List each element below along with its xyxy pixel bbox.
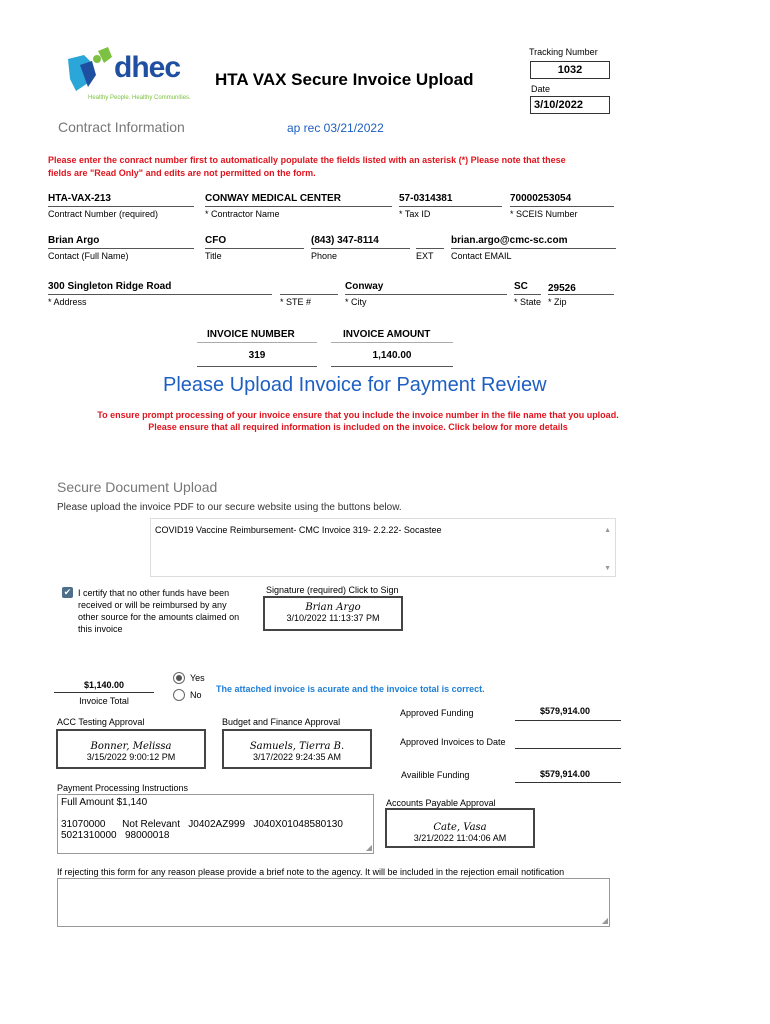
yes-label: Yes bbox=[190, 673, 205, 683]
accurate-statement: The attached invoice is acurate and the invoice total is correct. bbox=[216, 684, 485, 694]
available-funding-label: Availible Funding bbox=[401, 770, 470, 780]
ap-approval-label: Accounts Payable Approval bbox=[386, 798, 496, 808]
logo-wordmark: dhec bbox=[114, 51, 181, 84]
tracking-number-label: Tracking Number bbox=[529, 47, 598, 57]
signature-label: Signature (required) Click to Sign bbox=[266, 585, 399, 595]
certify-line-2: received or will be reimbursed by any bbox=[78, 600, 227, 610]
zip-label: * Zip bbox=[548, 297, 567, 307]
yes-radio[interactable] bbox=[173, 672, 185, 684]
contract-section-title: Contract Information bbox=[58, 119, 185, 135]
budget-approval-signature[interactable] bbox=[222, 729, 372, 769]
uploaded-file-box[interactable] bbox=[150, 518, 616, 577]
upload-heading: Please Upload Invoice for Payment Review bbox=[163, 374, 547, 396]
dhec-logo bbox=[62, 45, 198, 107]
date-label: Date bbox=[531, 84, 551, 94]
invoice-amount-input[interactable]: 1,140.00 bbox=[372, 350, 412, 361]
available-funding-value: $579,914.00 bbox=[540, 769, 591, 779]
payment-line-2: 31070000 Not Relevant J0402AZ999 J040X01048580130 bbox=[61, 819, 343, 830]
city-label: * City bbox=[345, 297, 367, 307]
sceis-number-label: * SCEIS Number bbox=[510, 209, 578, 219]
contract-number-label: Contract Number (required) bbox=[48, 209, 159, 219]
certify-line-4: this invoice bbox=[78, 624, 123, 634]
certify-checkbox[interactable] bbox=[62, 587, 73, 598]
budget-approval-date: 3/17/2022 9:24:35 AM bbox=[252, 752, 342, 762]
contract-instruction-2: fields are "Read Only" and edits are not permitted on the form. bbox=[48, 168, 316, 178]
contract-number-input[interactable]: HTA-VAX-213 bbox=[48, 193, 111, 204]
payment-line-3: 5021310000 98000018 bbox=[61, 830, 170, 841]
acc-approval-date: 3/15/2022 9:00:12 PM bbox=[86, 752, 176, 762]
rejection-note-textarea[interactable] bbox=[57, 878, 610, 927]
contractor-name-label: * Contractor Name bbox=[205, 209, 280, 219]
phone-input[interactable]: (843) 347-8114 bbox=[311, 235, 379, 246]
rejection-label: If rejecting this form for any reason please provide a brief note to the agency. It will be included in the rejection email notification bbox=[57, 867, 565, 877]
resize-handle-icon[interactable]: ◢ bbox=[601, 916, 608, 925]
ap-approval-signature[interactable] bbox=[385, 808, 535, 848]
approved-invoices-label: Approved Invoices to Date bbox=[400, 737, 506, 747]
city-value: Conway bbox=[345, 281, 384, 292]
invoice-total-label: Invoice Total bbox=[79, 696, 129, 706]
checkmark-icon: ✔ bbox=[63, 587, 72, 597]
uploaded-file-name: COVID19 Vaccine Reimbursement- CMC Invoice 319- 2.2.22- Socastee bbox=[155, 525, 442, 535]
contractor-name-value: CONWAY MEDICAL CENTER bbox=[205, 193, 341, 204]
tax-id-value: 57-0314381 bbox=[399, 193, 453, 204]
contractor-signature-box[interactable] bbox=[263, 596, 403, 631]
approved-funding-value: $579,914.00 bbox=[540, 706, 591, 716]
page-title: HTA VAX Secure Invoice Upload bbox=[215, 70, 474, 89]
tracking-number-value: 1032 bbox=[557, 64, 583, 76]
upload-instruction-1: To ensure prompt processing of your invoice ensure that you include the invoice number in the file name that you upload. bbox=[97, 410, 619, 420]
budget-approver-name: Samuels, Tierra B. bbox=[249, 741, 345, 752]
acc-approval-signature[interactable] bbox=[56, 729, 206, 769]
no-label: No bbox=[190, 690, 202, 700]
invoice-total-value[interactable]: $1,140.00 bbox=[83, 680, 125, 690]
ext-label: EXT bbox=[416, 251, 434, 261]
phone-label: Phone bbox=[311, 251, 338, 261]
certify-line-3: other source for the amounts claimed on bbox=[78, 612, 240, 622]
zip-value: 29526 bbox=[548, 283, 576, 294]
state-label: * State bbox=[514, 297, 542, 307]
logo-tagline: Healthy People. Healthy Communities. bbox=[88, 95, 191, 101]
title-label: Title bbox=[205, 251, 222, 261]
address-label: * Address bbox=[48, 297, 87, 307]
scroll-down-icon[interactable]: ▼ bbox=[604, 565, 611, 572]
contractor-signature-date: 3/10/2022 11:13:37 PM bbox=[286, 613, 380, 623]
invoice-number-input[interactable]: 319 bbox=[248, 350, 266, 361]
contractor-signature-name: Brian Argo bbox=[305, 602, 361, 613]
payment-line-1: Full Amount $1,140 bbox=[61, 797, 148, 808]
acc-approver-name: Bonner, Melissa bbox=[90, 741, 172, 752]
contact-name-label: Contact (Full Name) bbox=[48, 251, 129, 261]
contract-instruction-1: Please enter the conract number first to automatically populate the fields listed with an asterisk (*) Please note that these bbox=[48, 155, 566, 165]
budget-approval-label: Budget and Finance Approval bbox=[222, 717, 341, 727]
ap-approver-name: Cate, Vasa bbox=[433, 822, 487, 833]
payment-instructions-label: Payment Processing Instructions bbox=[57, 783, 189, 793]
contact-name-input[interactable]: Brian Argo bbox=[48, 235, 100, 246]
certify-line-1: I certify that no other funds have been bbox=[78, 588, 230, 598]
date-field[interactable] bbox=[530, 96, 610, 114]
resize-handle-icon[interactable]: ◢ bbox=[365, 843, 372, 852]
contract-note: ap rec 03/21/2022 bbox=[287, 121, 384, 135]
scroll-up-icon[interactable]: ▲ bbox=[604, 527, 611, 534]
acc-approval-label: ACC Testing Approval bbox=[57, 717, 145, 727]
ste-label: * STE # bbox=[280, 297, 312, 307]
state-value: SC bbox=[514, 281, 528, 292]
approved-funding-label: Approved Funding bbox=[400, 708, 474, 718]
no-radio[interactable] bbox=[173, 689, 185, 701]
ap-approval-date: 3/21/2022 11:04:06 AM bbox=[413, 833, 507, 843]
sceis-number-value: 70000253054 bbox=[510, 193, 572, 204]
invoice-amount-label: INVOICE AMOUNT bbox=[343, 329, 431, 340]
tax-id-label: * Tax ID bbox=[399, 209, 431, 219]
date-value: 3/10/2022 bbox=[534, 99, 583, 111]
title-input[interactable]: CFO bbox=[205, 235, 227, 246]
upload-description: Please upload the invoice PDF to our secure website using the buttons below. bbox=[57, 502, 402, 513]
email-input[interactable]: brian.argo@cmc-sc.com bbox=[451, 235, 568, 246]
payment-instructions-textarea[interactable] bbox=[57, 794, 374, 854]
address-value: 300 Singleton Ridge Road bbox=[48, 281, 172, 292]
upload-instruction-2: Please ensure that all required information is included on the invoice. Click below for more details bbox=[148, 422, 568, 432]
tracking-number-field[interactable] bbox=[530, 61, 610, 79]
secure-upload-title: Secure Document Upload bbox=[57, 479, 218, 495]
email-label: Contact EMAIL bbox=[451, 251, 512, 261]
invoice-number-label: INVOICE NUMBER bbox=[207, 329, 295, 340]
